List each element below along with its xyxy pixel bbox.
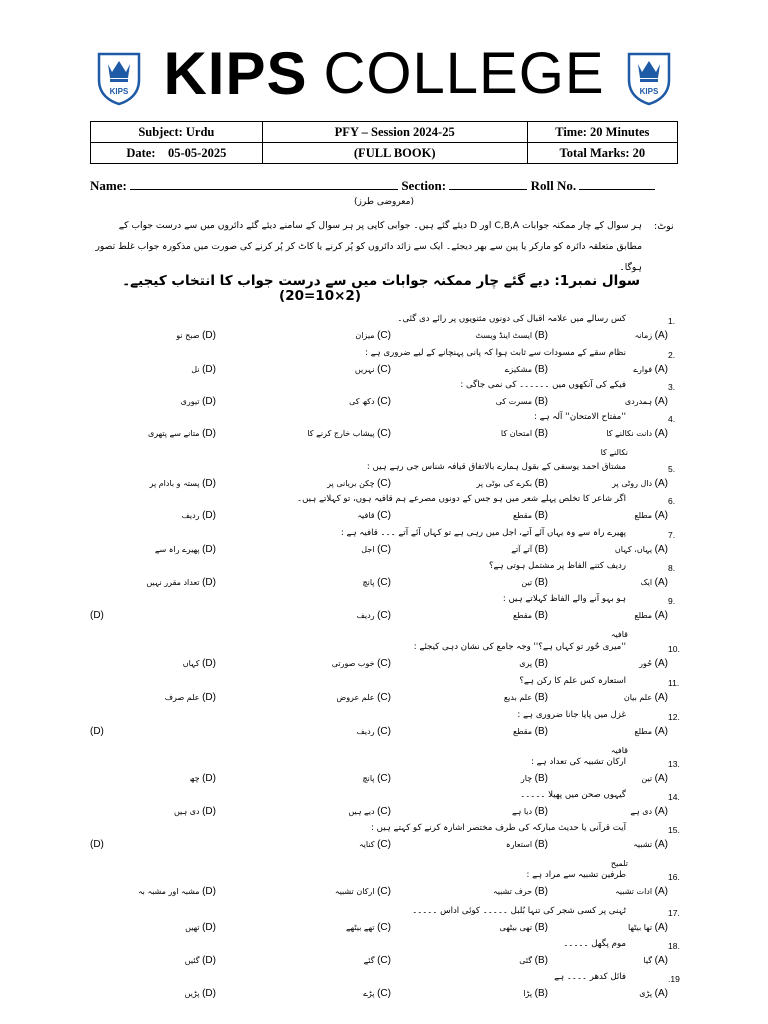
option-c-text: کنایہ — [358, 840, 375, 849]
option-c-text: پانچ — [362, 774, 375, 783]
question-number: 4. — [668, 414, 676, 424]
question-number: 17. — [668, 908, 680, 918]
question-text: آیت قرآنی یا حدیث مبارکہ کی طرف مختصر اشارہ کرنے کو کہتے ہیں : — [371, 823, 626, 833]
option-b-text: ایسٹ اینڈ ویسٹ — [475, 331, 533, 340]
option-a: (A) زمانہ — [634, 330, 668, 341]
option-a-text: یہاں، کہاں — [614, 545, 653, 554]
option-c-text: علم عروض — [336, 693, 375, 702]
option-d: (D) علم صرف — [164, 692, 216, 703]
option-a-text: فوارے — [633, 365, 653, 374]
option-d-text: نل — [191, 365, 200, 374]
option-c: (C) دکھ کی — [349, 396, 391, 407]
exam-info-table — [90, 121, 678, 164]
option-b-text: استعارہ — [505, 840, 533, 849]
option-c: (C) دیے ہیں — [348, 806, 391, 817]
question-number: 7. — [668, 530, 676, 540]
option-a: (A) دانت نکالنے کا — [606, 428, 668, 439]
option-d: (D) ردیف — [181, 510, 216, 521]
brand-name: KIPS — [163, 40, 308, 107]
option-a: (A) مطلع — [634, 610, 668, 621]
full-book-cell: (FULL BOOK) — [262, 143, 527, 164]
option-b: (B) پڑا — [523, 988, 548, 999]
section-marks-line: (2×10=20) — [279, 288, 361, 304]
option-a: (A) دال روٹی پر — [612, 478, 668, 489]
option-d: (D) — [90, 726, 104, 737]
option-d: (D) چھ — [189, 773, 216, 784]
question-number: 10. — [668, 644, 680, 654]
option-b: (B) گئی — [519, 955, 548, 966]
option-a-text: دانت نکالنے کا — [606, 429, 653, 438]
question-text: ''میری حُور تو کہاں ہے؟'' وجہ جامع کی نشان دہی کیجئے : — [413, 642, 626, 652]
note-label: نوٹ: — [654, 221, 674, 232]
option-c: (C) ارکان تشبیہ — [334, 886, 391, 897]
option-b: (B) حرف تشبیہ — [493, 886, 548, 897]
question-number: 11. — [668, 678, 680, 688]
option-a: (A) تین — [641, 773, 668, 784]
option-d-text: مشبہ اور مشبہ بہ — [137, 887, 200, 896]
option-b: (B) تین — [521, 577, 548, 588]
option-d-text: ردیف — [181, 511, 200, 520]
option-b: (B) ایسٹ اینڈ ویسٹ — [475, 330, 548, 341]
option-b: (B) بکرے کی بوٹی پر — [476, 478, 548, 489]
option-d: (D) مشبہ اور مشبہ بہ — [137, 886, 216, 897]
option-b-text: مقطع — [512, 727, 533, 736]
option-a: (A) تھا بیٹھا — [628, 922, 668, 933]
option-b-text: دیا ہے — [511, 807, 533, 816]
option-c: (C) گئے — [363, 955, 391, 966]
question-text: کس رسالے میں علامہ اقبال کی دونوں مثنویوں پر رائے دی گئی۔ — [397, 314, 626, 324]
question-text: ردیف کتنے الفاظ پر مشتمل ہوتی ہے؟ — [488, 561, 626, 571]
option-c: (C) قافیہ — [357, 510, 391, 521]
question-number: 15. — [668, 825, 680, 835]
option-b-text: تھی بیٹھی — [499, 923, 533, 932]
option-c-text: ردیف — [356, 727, 375, 736]
marks-cell: Total Marks: 20 — [527, 143, 677, 164]
option-b-text: چار — [520, 774, 533, 783]
option-a: (A) پڑی — [639, 988, 668, 999]
option-d: (D) — [90, 610, 104, 621]
time-cell: Time: 20 Minutes — [527, 122, 677, 143]
question-text: غزل میں پایا جانا ضروری ہے : — [517, 710, 626, 720]
option-d-text: علم صرف — [164, 693, 200, 702]
section-blank[interactable] — [449, 177, 527, 190]
option-d-text: متانے سے پتھری — [148, 429, 200, 438]
option-a: (A) تشبیہ — [633, 839, 668, 850]
question-number: 3. — [668, 382, 676, 392]
option-c: (C) خوب صورتی — [331, 658, 391, 669]
option-d: (D) تیوری — [180, 396, 216, 407]
option-b-text: مشکیزے — [504, 365, 533, 374]
question-number: 8. — [668, 563, 676, 573]
option-c: (C) نہریں — [354, 364, 391, 375]
option-d-text: تھیں — [185, 923, 200, 932]
option-c-text: پڑے — [363, 989, 375, 998]
option-b: (B) مقطع — [512, 510, 548, 521]
option-c: (C) ردیف — [356, 610, 391, 621]
option-c-text: ارکان تشبیہ — [334, 887, 375, 896]
option-c-text: دکھ کی — [349, 397, 375, 406]
option-d: (D) گئیں — [184, 955, 216, 966]
question-number: 9. — [668, 596, 676, 606]
date-value: 05-05-2025 — [168, 145, 227, 160]
name-blank[interactable] — [130, 177, 398, 190]
subject-cell: Subject: Urdu — [91, 122, 263, 143]
option-b: (B) استعارہ — [505, 839, 548, 850]
option-a-text: مطلع — [634, 511, 653, 520]
option-b: (B) مقطع — [512, 610, 548, 621]
option-b-text: حرف تشبیہ — [493, 887, 533, 896]
option-b-text: پری — [519, 659, 533, 668]
question-number: 5. — [668, 464, 676, 474]
option-a: (A) گیا — [643, 955, 668, 966]
section-label: Section: — [401, 178, 447, 193]
option-d: (D) تھیں — [185, 922, 216, 933]
option-c-text: نہریں — [354, 365, 375, 374]
question-number: 1. — [668, 316, 676, 326]
option-b-text: بکرے کی بوٹی پر — [476, 479, 533, 488]
option-b-text: مقطع — [512, 611, 533, 620]
question-text: ''مفتاح الامتحان'' آلہ ہے : — [533, 412, 626, 422]
question-number: 16. — [668, 872, 680, 882]
option-a: (A) مطلع — [634, 510, 668, 521]
option-c-text: دیے ہیں — [348, 807, 375, 816]
college-banner — [148, 34, 620, 114]
option-b: (B) چار — [520, 773, 548, 784]
question-number: 18. — [668, 941, 680, 951]
option-c: (C) پیشاب خارج کرنے کا — [307, 428, 391, 439]
kips-shield-logo-right — [625, 50, 673, 106]
option-c: (C) میزان — [355, 330, 391, 341]
question-text: فیکے کی آنکھوں میں ۔۔۔۔۔۔ کی نمی جاگی : — [460, 380, 626, 390]
instructions-note: ہر سوال کے چار ممکنہ جوابات C,B,A اور D دیئے گئے ہیں۔ جوابی کاپی پر ہر سوال کے سامنے دیئے گئے دائروں میں سے درست جواب کے مطابق متعلقہ دائرہ کو مارکر یا پین سے بھر دیجئے۔ ایک سے زائد دائروں کو پُر کرنے یا کاٹ کر پُر کرنے کی صورت میں مذکورہ جواب غلط تصور ہوگا۔ — [95, 220, 642, 273]
date-cell — [91, 143, 263, 164]
session-cell: PFY – Session 2024-25 — [262, 122, 527, 143]
svg-text:KIPS: KIPS — [109, 87, 129, 96]
question-text: موم پگھل ۔۔۔۔۔ — [563, 939, 626, 949]
option-b: (B) آتے آتے — [511, 544, 548, 555]
option-b: (B) مسرت کی — [495, 396, 548, 407]
question-text: استعارہ کس علم کا رکن ہے؟ — [519, 676, 626, 686]
option-a-text: پڑی — [639, 989, 653, 998]
option-a-text: زمانہ — [634, 331, 653, 340]
option-a-text: گیا — [643, 956, 653, 965]
question-text: اگر شاعر کا تخلص پہلے شعر میں ہو جس کے دونوں مصرعے ہم قافیہ ہوں، تو کہلاتے ہیں۔ — [297, 494, 626, 504]
option-b: (B) تھی بیٹھی — [499, 922, 548, 933]
option-continuation: نکالنے کا — [600, 448, 628, 457]
option-c-text: چکن بریانی پر — [327, 479, 375, 488]
option-c-text: قافیہ — [357, 511, 375, 520]
option-d: (D) — [90, 839, 104, 850]
option-d: (D) پستہ و بادام پر — [149, 478, 216, 489]
option-c: (C) اجل — [361, 544, 391, 555]
option-b-text: تین — [521, 578, 533, 587]
option-b: (B) مشکیزے — [504, 364, 548, 375]
option-b: (B) پری — [519, 658, 548, 669]
option-b: (B) امتحان کا — [500, 428, 548, 439]
objective-subtitle: (معروضی طرز) — [354, 197, 414, 207]
option-a-text: تشبیہ — [633, 840, 653, 849]
option-d: (D) دی ہیں — [173, 806, 216, 817]
question-text: ہو بہو آنے والے الفاظ کہلاتے ہیں : — [502, 594, 626, 604]
question-text: مشتاق احمد یوسفی کے بقول ہمارے بالاتفاق قیافہ شناس جی رہے ہیں : — [366, 462, 626, 472]
option-d-text: کہاں — [182, 659, 200, 668]
option-a: (A) فوارے — [633, 364, 668, 375]
question-text: نظام سقے کے مسودات سے ثابت ہوا کہ پانی پہنچانے کے لیے ضروری ہے : — [365, 348, 626, 358]
option-a-text: دال روٹی پر — [612, 479, 653, 488]
option-a-text: حُور — [639, 659, 653, 668]
option-c-text: خوب صورتی — [331, 659, 375, 668]
kips-shield-logo-left — [95, 50, 143, 106]
question-text: طرفین تشبیہ سے مراد ہے : — [526, 870, 626, 880]
option-d-text: پڑیں — [184, 989, 200, 998]
option-continuation: قافیہ — [610, 746, 628, 755]
question-text: فائل کدھر ۔۔۔۔ ہے — [554, 972, 626, 982]
option-a: (A) علم بیان — [623, 692, 668, 703]
option-c-text: پانچ — [362, 578, 375, 587]
option-c-text: تھے بیٹھے — [345, 923, 375, 932]
question-number: 14. — [668, 792, 680, 802]
option-a: (A) ایک — [640, 577, 668, 588]
option-c: (C) پانچ — [362, 577, 391, 588]
roll-blank[interactable] — [579, 177, 655, 190]
date-label: Date: — [126, 145, 156, 160]
option-a-text: تین — [641, 774, 653, 783]
option-b-text: آتے آتے — [511, 545, 533, 554]
option-a: (A) ادات تشبیہ — [615, 886, 668, 897]
name-label: Name: — [90, 178, 127, 193]
option-a: (A) یہاں، کہاں — [614, 544, 668, 555]
question-number: 2. — [668, 350, 676, 360]
option-b: (B) علم بدیع — [503, 692, 548, 703]
option-c-text: اجل — [361, 545, 375, 554]
option-d-text: صبح نو — [176, 331, 200, 340]
option-b-text: پڑا — [523, 989, 533, 998]
option-d-text: چھ — [189, 774, 200, 783]
question-number: 12. — [668, 712, 680, 722]
question-number: 6. — [668, 496, 676, 506]
option-c-text: ردیف — [356, 611, 375, 620]
question-text: گیہوں صحن میں پھیلا ۔۔۔۔۔ — [520, 790, 626, 800]
option-c: (C) علم عروض — [336, 692, 391, 703]
option-d-text: دی ہیں — [173, 807, 200, 816]
option-d: (D) تعداد مقرر نہیں — [146, 577, 216, 588]
option-d-text: پستہ و بادام پر — [149, 479, 200, 488]
option-c: (C) پڑے — [363, 988, 391, 999]
option-b-text: مقطع — [512, 511, 533, 520]
option-a-text: مطلع — [634, 727, 653, 736]
option-b-text: امتحان کا — [500, 429, 533, 438]
option-d-text: گئیں — [184, 956, 200, 965]
option-a: (A) دی ہے — [630, 806, 668, 817]
option-a-text: ادات تشبیہ — [615, 887, 653, 896]
option-d-text: تیوری — [180, 397, 200, 406]
svg-text:KIPS: KIPS — [639, 87, 659, 96]
option-continuation: تلمیح — [610, 859, 628, 868]
question-text: پھیرے راہ سے وہ یہاں آئے آتے، اجل میں رہی ہے تو کہاں آئے آتے ۔۔۔ قافیہ ہے : — [340, 528, 626, 538]
option-a-text: دی ہے — [630, 807, 653, 816]
college-word: COLLEGE — [323, 41, 605, 106]
option-d: (D) پھیرے راہ سے — [154, 544, 216, 555]
option-a: (A) حُور — [639, 658, 668, 669]
option-a: (A) ہمدردی — [624, 396, 668, 407]
option-d: (D) کہاں — [182, 658, 216, 669]
option-c: (C) ردیف — [356, 726, 391, 737]
question-number: .19 — [668, 974, 680, 984]
option-c-text: میزان — [355, 331, 375, 340]
option-b: (B) دیا ہے — [511, 806, 548, 817]
option-a-text: علم بیان — [623, 693, 653, 702]
option-continuation: قافیہ — [610, 630, 628, 639]
section-title-line: سوال نمبر1: دیے گئے چار ممکنہ جوابات میں سے درست جواب کا انتخاب کیجیے۔ — [122, 273, 640, 289]
option-b: (B) مقطع — [512, 726, 548, 737]
option-a: (A) مطلع — [634, 726, 668, 737]
option-c-text: گئے — [363, 956, 375, 965]
student-details-row — [90, 177, 680, 194]
option-c: (C) پانچ — [362, 773, 391, 784]
question-text: ارکان تشبیہ کی تعداد ہے : — [531, 757, 626, 767]
option-c-text: پیشاب خارج کرنے کا — [307, 429, 375, 438]
option-c: (C) کنایہ — [358, 839, 391, 850]
question-number: 13. — [668, 759, 680, 769]
option-d-text: تعداد مقرر نہیں — [146, 578, 200, 587]
option-a-text: تھا بیٹھا — [628, 923, 653, 932]
question-section-title — [120, 274, 640, 304]
option-b-text: مسرت کی — [495, 397, 533, 406]
option-a-text: ایک — [640, 578, 653, 587]
option-d: (D) صبح نو — [176, 330, 216, 341]
option-a-text: ہمدردی — [624, 397, 653, 406]
option-d: (D) متانے سے پتھری — [148, 428, 216, 439]
option-d: (D) پڑیں — [184, 988, 216, 999]
roll-label: Roll No. — [530, 178, 577, 193]
option-b-text: گئی — [519, 956, 533, 965]
option-b-text: علم بدیع — [503, 693, 533, 702]
option-d: (D) نل — [191, 364, 216, 375]
option-d-text: پھیرے راہ سے — [154, 545, 200, 554]
option-a-text: مطلع — [634, 611, 653, 620]
option-c: (C) چکن بریانی پر — [327, 478, 391, 489]
question-text: ٹہنی پر کسی شجر کی تنہا بُلبل ۔۔۔۔۔ کوئی اداس ۔۔۔۔۔ — [412, 906, 626, 916]
option-c: (C) تھے بیٹھے — [345, 922, 391, 933]
